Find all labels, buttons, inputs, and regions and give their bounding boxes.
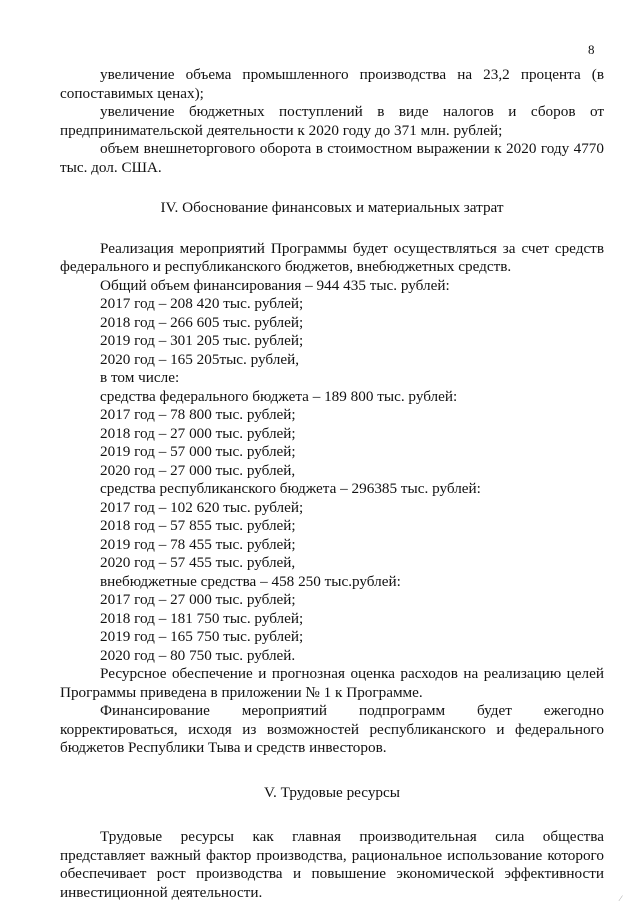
financing-line: 2020 год – 27 000 тыс. рублей, xyxy=(100,461,296,479)
financing-line: средства республиканского бюджета – 296385 тыс. рублей: xyxy=(100,480,481,497)
financing-line: 2017 год – 102 620 тыс. рублей; xyxy=(100,498,304,516)
goal-industrial-production: увеличение объема промышленного производства на 23,2 процента (в сопоставимых ценах); xyxy=(60,66,604,102)
financing-line: 2020 год – 165 205тыс. рублей, xyxy=(100,350,300,368)
financing-line: 2017 год – 27 000 тыс. рублей; xyxy=(100,591,296,608)
section-4-title: IV. Обоснование финансовых и материальных затрат xyxy=(160,199,504,216)
financing-line: 2018 год – 181 750 тыс. рублей; xyxy=(100,609,304,627)
financing-paragraph: Финансирование мероприятий подпрограмм будет ежегодно корректироваться, исходя из возможностей республиканского и федерального бюджетов Республики Тыва и средств инвесторов. xyxy=(60,702,604,756)
financing-line: 2019 год – 57 000 тыс. рублей; xyxy=(100,443,296,460)
resource-paragraph: Ресурсное обеспечение и прогнозная оценка расходов на реализацию целей Программы приведена в приложении № 1 к Программе. xyxy=(60,665,604,701)
financing-line: 2018 год – 27 000 тыс. рублей; xyxy=(100,424,296,442)
page-content xyxy=(60,66,604,902)
financing-list xyxy=(60,277,604,666)
financing-line: в том числе: xyxy=(100,369,180,386)
financing-line: 2017 год – 78 800 тыс. рублей; xyxy=(100,406,296,423)
financing-line: 2019 год – 165 750 тыс. рублей; xyxy=(100,628,304,645)
section-5-text: Трудовые ресурсы как главная производительная сила общества представляет важный фактор производства, рациональное использование которого обеспечивает рост производства и повышение экономической эффективности инвестиционной деятельности. xyxy=(60,828,604,901)
goal-foreign-trade: объем внешнеторгового оборота в стоимостном выражении к 2020 году 4770 тыс. дол. США. xyxy=(60,140,604,176)
financing-line: 2020 год – 57 455 тыс. рублей, xyxy=(100,554,296,571)
corner-mark: ⁄ xyxy=(620,894,622,903)
financing-line: 2020 год – 80 750 тыс. рублей. xyxy=(100,646,296,664)
goal-budget-revenue: увеличение бюджетных поступлений в виде налогов и сборов от предпринимательской деятельности к 2020 году до 371 млн. рублей; xyxy=(60,103,604,139)
section-4-intro: Реализация мероприятий Программы будет осуществляться за счет средств федерального и республиканского бюджетов, внебюджетных средств. xyxy=(60,239,604,275)
page-number: 8 xyxy=(588,42,595,57)
financing-line: средства федерального бюджета – 189 800 тыс. рублей: xyxy=(100,387,458,405)
section-5-title: V. Трудовые ресурсы xyxy=(264,783,400,801)
financing-line: 2017 год – 208 420 тыс. рублей; xyxy=(100,295,304,312)
financing-line: 2018 год – 57 855 тыс. рублей; xyxy=(100,517,296,534)
financing-line: 2019 год – 78 455 тыс. рублей; xyxy=(100,535,296,553)
financing-line: 2018 год – 266 605 тыс. рублей; xyxy=(100,313,304,331)
financing-line: Общий объем финансирования – 944 435 тыс. рублей: xyxy=(100,276,450,294)
financing-line: внебюджетные средства – 458 250 тыс.рублей: xyxy=(100,572,401,590)
financing-line: 2019 год – 301 205 тыс. рублей; xyxy=(100,332,304,349)
